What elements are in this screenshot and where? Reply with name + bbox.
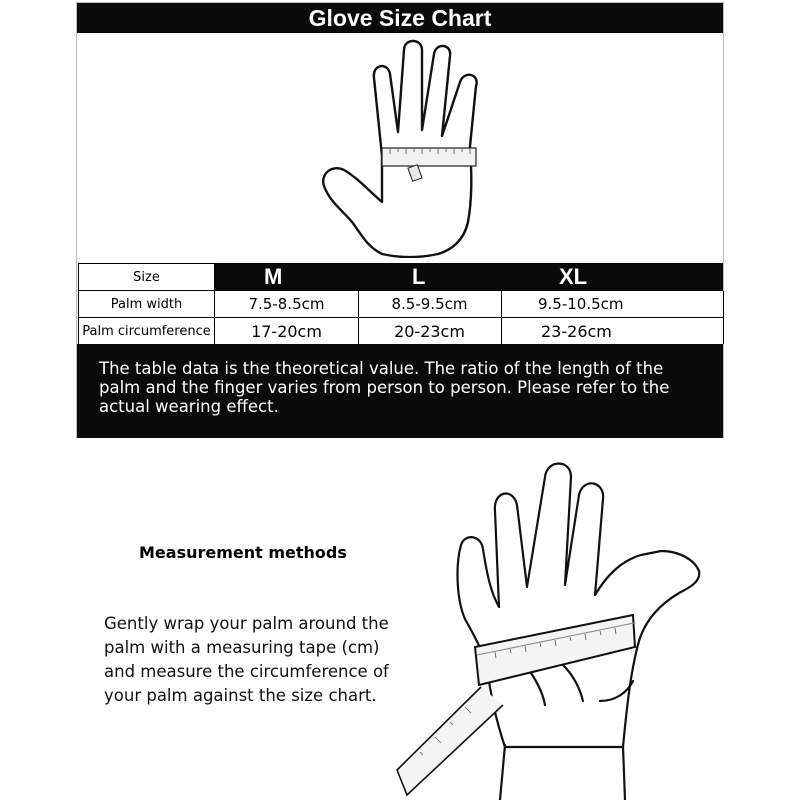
- palm-width-m: 7.5-8.5cm: [215, 291, 358, 317]
- palm-width-xl: 9.5-10.5cm: [501, 291, 723, 317]
- instruction-line: palm with a measuring tape (cm): [104, 638, 380, 657]
- disclaimer-note: [77, 344, 723, 438]
- instruction-line: your palm against the size chart.: [104, 686, 377, 705]
- instruction-line: and measure the circumference of: [104, 662, 389, 681]
- hand-circumference-illustration: [395, 455, 725, 800]
- table-divider: [358, 291, 359, 344]
- size-header-bar: [215, 263, 723, 291]
- size-m: M: [264, 264, 283, 289]
- measuring-tape-icon: [397, 615, 635, 795]
- row-label-palm-circumference: Palm circumference: [78, 317, 215, 345]
- palm-circumference-xl: 23-26cm: [501, 318, 723, 344]
- note-line: The table data is the theoretical value. The ratio of the length of the: [99, 359, 664, 378]
- note-line: actual wearing effect.: [99, 397, 279, 416]
- forearm-outline: [500, 745, 625, 800]
- palm-circumference-m: 17-20cm: [215, 318, 358, 344]
- chart-title: Glove Size Chart: [77, 3, 723, 33]
- table-divider: [723, 291, 724, 344]
- row-label-palm-width: Palm width: [78, 290, 215, 318]
- palm-circumference-l: 20-23cm: [358, 318, 501, 344]
- ruler-icon: [382, 148, 476, 181]
- size-header-label: Size: [78, 263, 215, 291]
- instruction-line: Gently wrap your palm around the: [104, 614, 389, 633]
- note-line: palm and the finger varies from person to person. Please refer to the: [99, 378, 670, 397]
- table-divider: [215, 317, 723, 318]
- hand-palm-width-illustration: [300, 36, 510, 258]
- measurement-instructions: [104, 612, 424, 708]
- size-l: L: [412, 264, 426, 289]
- size-xl: XL: [559, 264, 588, 289]
- measurement-heading: Measurement methods: [139, 543, 347, 562]
- table-divider: [501, 291, 502, 344]
- palm-width-l: 8.5-9.5cm: [358, 291, 501, 317]
